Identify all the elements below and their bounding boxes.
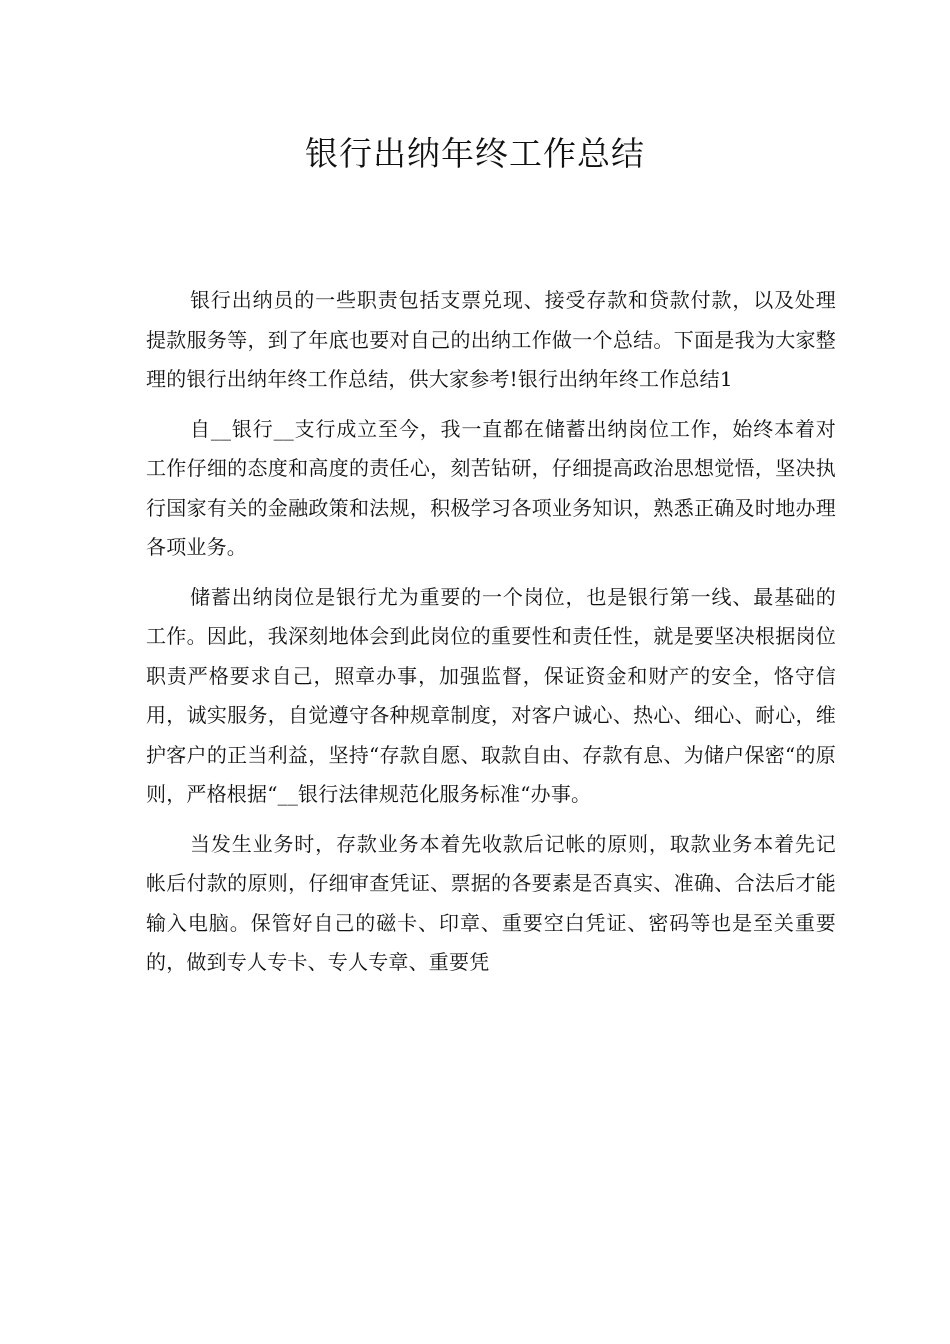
document-body bbox=[146, 281, 836, 983]
paragraph-procedure: 当发生业务时，存款业务本着先收款后记帐的原则，取款业务本着先记帐后付款的原则，仔细审查凭证、票据的各要素是否真实、准确、合法后才能输入电脑。保管好自己的磁卡、印章、重要空白凭证、密码等也是至关重要的，做到专人专卡、专人专章、重要凭 bbox=[146, 831, 836, 974]
paragraph-responsibility: 储蓄出纳岗位是银行尤为重要的一个岗位，也是银行第一线、最基础的工作。因此，我深刻地体会到此岗位的重要性和责任性，就是要坚决根据岗位职责严格要求自己，照章办事，加强监督，保证资金和财产的安全，恪守信用，诚实服务，自觉遵守各种规章制度，对客户诚心、热心、细心、耐心，维护客户的正当利益，坚持“存款自愿、取款自由、存款有息、为储户保密“的原则，严格根据“__银行法律规范化服务标准“办事。 bbox=[146, 584, 836, 806]
paragraph-position: 自__银行__支行成立至今，我一直都在储蓄出纳岗位工作，始终本着对工作仔细的态度和高度的责任心，刻苦钻研，仔细提高政治思想觉悟，坚决执行国家有关的金融政策和法规，积极学习各项业务知识，熟悉正确及时地办理各项业务。 bbox=[146, 416, 836, 559]
document-title: 银行出纳年终工作总结 bbox=[305, 134, 645, 173]
paragraph-intro: 银行出纳员的一些职责包括支票兑现、接受存款和贷款付款，以及处理提款服务等，到了年底也要对自己的出纳工作做一个总结。下面是我为大家整理的银行出纳年终工作总结，供大家参考!银行出纳年终工作总结1 bbox=[146, 288, 836, 391]
